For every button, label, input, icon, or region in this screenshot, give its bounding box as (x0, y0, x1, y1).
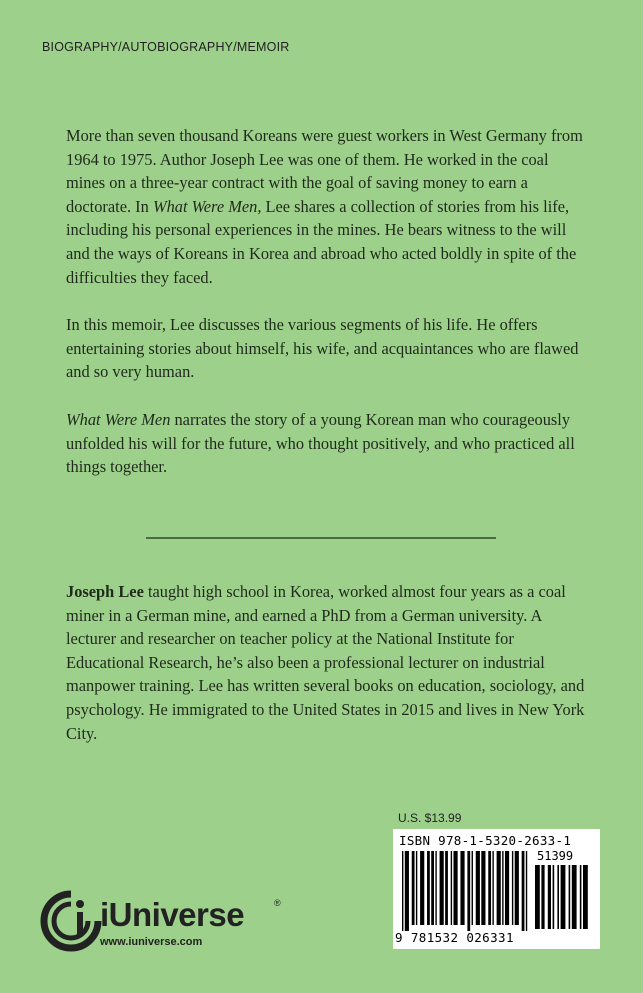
barcode-bar (481, 851, 485, 925)
barcode-bar (416, 851, 417, 925)
barcode-bar (402, 851, 403, 931)
iuniverse-swirl-icon (40, 890, 102, 952)
barcode-bar (488, 851, 491, 925)
blurb-paragraph-1 (66, 124, 590, 289)
barcode-bar (548, 865, 551, 929)
barcode-bar (412, 851, 415, 925)
book-title-italic-2: What Were Men (66, 409, 171, 429)
author-bio (66, 580, 590, 745)
barcode-bar (497, 851, 501, 925)
barcode-bar (522, 851, 525, 931)
barcode-bar (561, 865, 566, 929)
barcode-bar (435, 851, 436, 925)
barcode-bar (445, 851, 448, 925)
section-divider (146, 537, 496, 539)
barcode-bar (569, 865, 571, 929)
barcode-bar (572, 865, 577, 929)
isbn-barcode (393, 829, 600, 949)
barcode-bar (431, 851, 434, 925)
barcode-bar (535, 865, 540, 929)
publisher-logo (40, 890, 290, 960)
blurb-paragraph-3 (66, 408, 590, 479)
author-bio-paragraph (66, 580, 590, 745)
barcode-bar (557, 865, 559, 929)
barcode-bar (541, 865, 544, 929)
blurb-p3-text: narrates the story of a young Korean man who courageously unfolded his will for the future, who thought positively, and who practiced all things together. (66, 409, 575, 477)
barcode-bar (526, 851, 527, 931)
addon-barcode-bars (535, 865, 591, 929)
barcode-bar (515, 851, 519, 925)
registered-mark: ® (274, 898, 281, 908)
barcode-bar (502, 851, 503, 925)
barcode-bar (476, 851, 480, 925)
blurb-p1-text-b: Lee shares a collection of stories from his life, including his personal experiences in the mines. He bears witness to the will and the ways of Koreans in Korea and abroad who acted boldly in spite of the difficulties they faced. (66, 196, 577, 287)
barcode-bar (512, 851, 513, 925)
barcode-bar (467, 851, 470, 931)
book-title-italic: What Were Men, (152, 196, 262, 216)
barcode-bar (453, 851, 457, 925)
barcode-bar (553, 865, 555, 929)
blurb-paragraph-2: In this memoir, Lee discusses the various segments of his life. He offers entertaining stories about himself, his wife, and acquaintances who are flawed and so very human. (66, 315, 579, 382)
publisher-url: www.iuniverse.com (100, 936, 203, 948)
author-name: Joseph Lee (66, 582, 144, 601)
isbn-number: ISBN 978-1-5320-2633-1 (399, 833, 572, 848)
barcode-bar (420, 851, 424, 925)
barcode-bar (492, 851, 493, 925)
back-cover-blurb (66, 124, 590, 503)
price-label: U.S. $13.99 (398, 811, 462, 825)
ean-barcode-bars (402, 851, 530, 931)
barcode-bar (472, 851, 473, 925)
barcode-bar (405, 851, 409, 931)
barcode-bar (451, 851, 452, 925)
author-bio-text: taught high school in Korea, worked almost four years as a coal miner in a German mine, and earned a PhD from a German university. A lecturer and researcher on teacher policy at the National Institute for Educational Research, he’s also been a professional lecturer on industrial manpower training. Lee has written several books on education, sociology, and psychology. He immigrated to the United States in 2015 and lives in New York City. (66, 582, 585, 743)
barcode-bar (460, 851, 464, 925)
barcode-bar (427, 851, 430, 925)
barcode-bar (583, 865, 588, 929)
blurb-p1-text-a: More than seven thousand Koreans were guest workers in West Germany from 1964 to 1975. Author Joseph Lee was one of them. He worked in the coal mines on a three-year contract with the goal of saving money to earn a doctorate. In (66, 126, 583, 216)
addon-digits: 51399 (537, 849, 574, 863)
barcode-bar (440, 851, 444, 925)
barcode-bar (580, 865, 582, 929)
publisher-name: iUniverse (100, 896, 245, 933)
ean-digits: 9 781532 026331 (395, 930, 514, 945)
barcode-bar (505, 851, 509, 925)
category-label: BIOGRAPHY/AUTOBIOGRAPHY/MEMOIR (42, 40, 290, 54)
